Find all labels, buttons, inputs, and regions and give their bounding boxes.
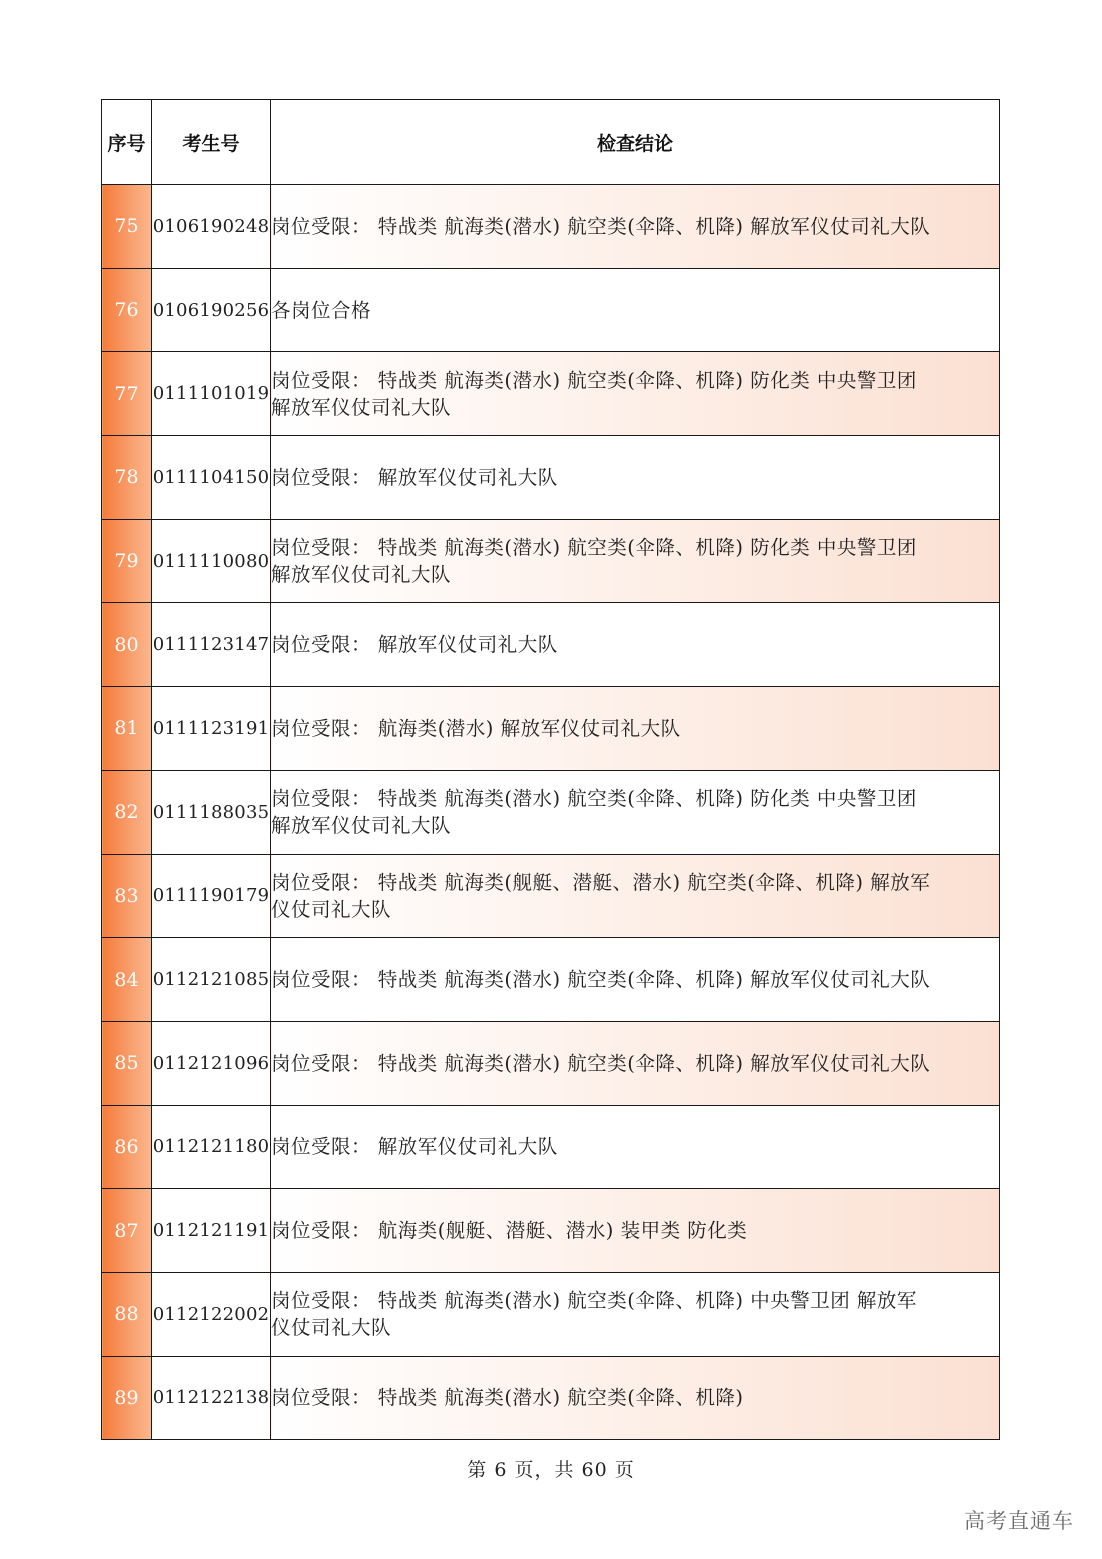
row-candidate-id: 0112121085 [152, 938, 271, 1022]
header-candidate-id: 考生号 [152, 100, 271, 185]
row-seq: 86 [102, 1105, 152, 1189]
watermark-text: 高考直通车 [964, 1509, 1074, 1533]
table-row [102, 687, 1000, 771]
table-row [102, 185, 1000, 269]
row-result: 岗位受限： 解放军仪仗司礼大队 [271, 436, 1000, 520]
row-seq: 88 [102, 1272, 152, 1356]
row-result: 岗位受限： 特战类 航海类(潜水) 航空类(伞降、机降) 解放军仪仗司礼大队 [271, 1021, 1000, 1105]
table-row [102, 1272, 1000, 1356]
table-row [102, 436, 1000, 520]
table-row [102, 352, 1000, 436]
row-candidate-id: 0106190248 [152, 185, 271, 269]
row-result: 岗位受限： 特战类 航海类(潜水) 航空类(伞降、机降) 解放军仪仗司礼大队 [271, 938, 1000, 1022]
table-row [102, 1021, 1000, 1105]
table-row [102, 519, 1000, 603]
row-result: 岗位受限： 特战类 航海类(舰艇、潜艇、潜水) 航空类(伞降、机降) 解放军 仪仗司礼大队 [271, 854, 1000, 938]
header-seq: 序号 [102, 100, 152, 185]
row-seq: 84 [102, 938, 152, 1022]
row-result: 岗位受限： 特战类 航海类(潜水) 航空类(伞降、机降) 中央警卫团 解放军 仪仗司礼大队 [271, 1272, 1000, 1356]
row-candidate-id: 0111104150 [152, 436, 271, 520]
table-header-row [102, 100, 1000, 185]
row-candidate-id: 0112121096 [152, 1021, 271, 1105]
row-result: 岗位受限： 特战类 航海类(潜水) 航空类(伞降、机降) 防化类 中央警卫团 解放军仪仗司礼大队 [271, 519, 1000, 603]
row-candidate-id: 0111110080 [152, 519, 271, 603]
table-row [102, 1189, 1000, 1273]
row-candidate-id: 0112121191 [152, 1189, 271, 1273]
row-seq: 89 [102, 1356, 152, 1440]
row-seq: 80 [102, 603, 152, 687]
row-seq: 81 [102, 687, 152, 771]
row-result: 岗位受限： 航海类(潜水) 解放军仪仗司礼大队 [271, 687, 1000, 771]
table-row [102, 770, 1000, 854]
row-candidate-id: 0111101019 [152, 352, 271, 436]
row-candidate-id: 0112122002 [152, 1272, 271, 1356]
header-result: 检查结论 [271, 100, 1000, 185]
table-row [102, 268, 1000, 352]
row-candidate-id: 0111123191 [152, 687, 271, 771]
row-seq: 85 [102, 1021, 152, 1105]
row-seq: 82 [102, 770, 152, 854]
row-seq: 76 [102, 268, 152, 352]
table-row [102, 1356, 1000, 1440]
row-seq: 83 [102, 854, 152, 938]
row-seq: 79 [102, 519, 152, 603]
table-row [102, 1105, 1000, 1189]
results-table [101, 99, 1000, 1440]
row-result: 岗位受限： 解放军仪仗司礼大队 [271, 1105, 1000, 1189]
row-seq: 87 [102, 1189, 152, 1273]
row-candidate-id: 0111123147 [152, 603, 271, 687]
row-candidate-id: 0112121180 [152, 1105, 271, 1189]
row-candidate-id: 0111188035 [152, 770, 271, 854]
results-sheet [101, 99, 999, 1440]
row-seq: 78 [102, 436, 152, 520]
row-result: 岗位受限： 特战类 航海类(潜水) 航空类(伞降、机降) [271, 1356, 1000, 1440]
table-row [102, 938, 1000, 1022]
row-result: 岗位受限： 特战类 航海类(潜水) 航空类(伞降、机降) 防化类 中央警卫团 解放军仪仗司礼大队 [271, 770, 1000, 854]
row-result: 岗位受限： 特战类 航海类(潜水) 航空类(伞降、机降) 解放军仪仗司礼大队 [271, 185, 1000, 269]
row-result: 各岗位合格 [271, 268, 1000, 352]
row-candidate-id: 0111190179 [152, 854, 271, 938]
row-result: 岗位受限： 解放军仪仗司礼大队 [271, 603, 1000, 687]
page-number: 第 6 页，共 60 页 [467, 1459, 635, 1481]
row-candidate-id: 0106190256 [152, 268, 271, 352]
row-seq: 75 [102, 185, 152, 269]
row-result: 岗位受限： 航海类(舰艇、潜艇、潜水) 装甲类 防化类 [271, 1189, 1000, 1273]
row-candidate-id: 0112122138 [152, 1356, 271, 1440]
table-row [102, 854, 1000, 938]
table-row [102, 603, 1000, 687]
row-seq: 77 [102, 352, 152, 436]
row-result: 岗位受限： 特战类 航海类(潜水) 航空类(伞降、机降) 防化类 中央警卫团 解放军仪仗司礼大队 [271, 352, 1000, 436]
